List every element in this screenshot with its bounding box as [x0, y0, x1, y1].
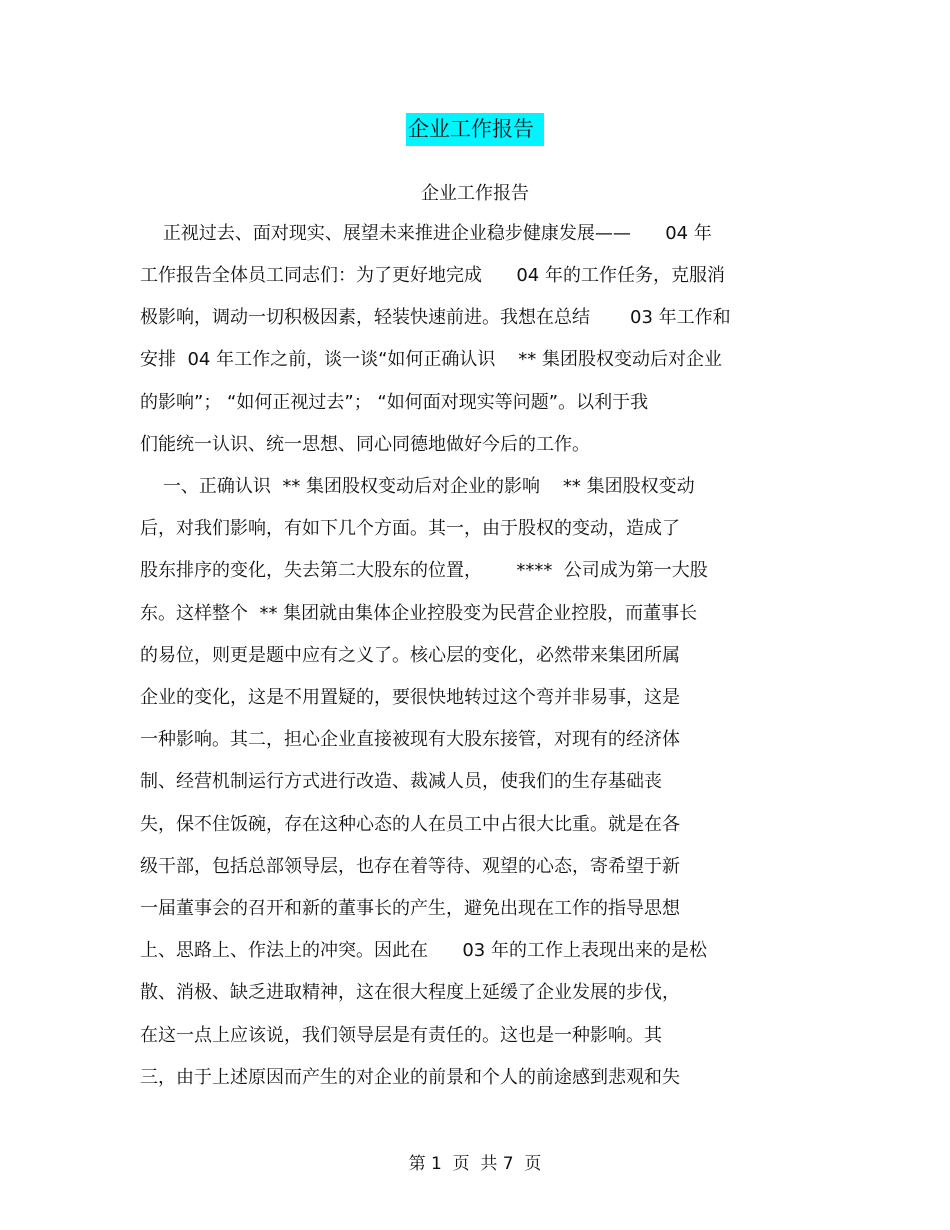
body-line: 股东排序的变化，失去第二大股东的位置， **** 公司成为第一大股 — [140, 560, 708, 581]
body-line: 散、消极、缺乏进取精神，这在很大程度上延缓了企业发展的步伐， — [140, 982, 680, 1003]
body-line: 工作报告全体员工同志们：为了更好地完成 04 年的工作任务，克服消 — [140, 265, 725, 286]
body-line: 东。这样整个 ** 集团就由集体企业控股变为民营企业控股，而董事长 — [140, 603, 698, 624]
body-line: 一届董事会的召开和新的董事长的产生，避免出现在工作的指导思想 — [140, 898, 680, 919]
page-footer: 第 1 页 共 7 页 — [408, 1154, 542, 1174]
document-title: 企业工作报告 — [406, 113, 544, 146]
body-line: 一、正确认识 ** 集团股权变动后对企业的影响 ** 集团股权变动 — [140, 476, 695, 497]
body-line: 们能统一认识、统一思想、同心同德地做好今后的工作。 — [140, 434, 590, 455]
document-subtitle: 企业工作报告 — [421, 183, 529, 204]
title-container — [0, 113, 950, 146]
body-line: 正视过去、面对现实、展望未来推进企业稳步健康发展—— 04 年 — [140, 223, 712, 244]
body-line: 在这一点上应该说，我们领导层是有责任的。这也是一种影响。其 — [140, 1025, 662, 1046]
body-line: 上、思路上、作法上的冲突。因此在 03 年的工作上表现出来的是松 — [140, 940, 707, 961]
body-line: 失，保不住饭碗，存在这种心态的人在员工中占很大比重。就是在各 — [140, 814, 680, 835]
body-line: 企业的变化，这是不用置疑的，要很快地转过这个弯并非易事，这是 — [140, 687, 680, 708]
body-line: 一种影响。其二，担心企业直接被现有大股东接管，对现有的经济体 — [140, 729, 680, 750]
body-line: 安排 04 年工作之前，谈一谈“如何正确认识 ** 集团股权变动后对企业 — [140, 349, 723, 370]
body-line: 的易位，则更是题中应有之义了。核心层的变化，必然带来集团所属 — [140, 645, 680, 666]
body-line: 后，对我们影响，有如下几个方面。其一，由于股权的变动，造成了 — [140, 518, 680, 539]
body-line: 极影响，调动一切积极因素，轻装快速前进。我想在总结 03 年工作和 — [140, 307, 731, 328]
body-line: 制、经营机制运行方式进行改造、裁减人员，使我们的生存基础丧 — [140, 771, 662, 792]
body-line: 级干部，包括总部领导层，也存在着等待、观望的心态，寄希望于新 — [140, 856, 680, 877]
body-line: 的影响”； “如何正视过去”； “如何面对现实等问题”。以利于我 — [140, 392, 649, 413]
body-line: 三，由于上述原因而产生的对企业的前景和个人的前途感到悲观和失 — [140, 1067, 680, 1088]
